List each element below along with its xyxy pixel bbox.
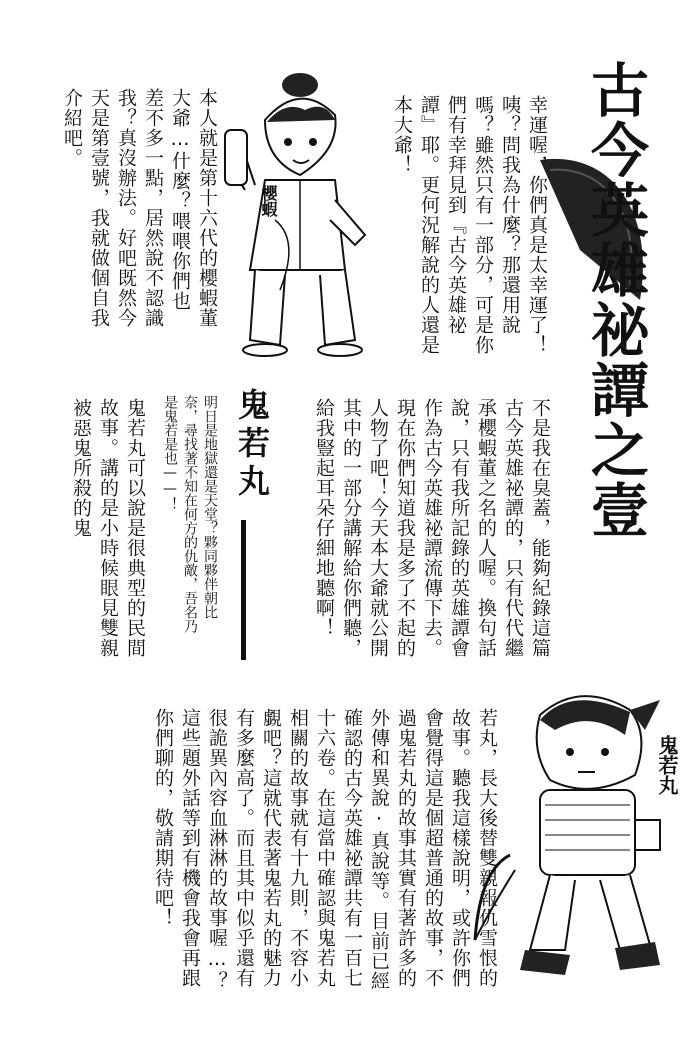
sakuraebi-character-illustration xyxy=(205,60,390,360)
bottom-text-block: 若丸，長大後替雙親報仇雪恨的故事。聽我這樣說明，或許你們會覺得這是個超普通的故事，不過鬼若丸的故事其實有著許多的外傳和異說‧真說等。目前已經確認的古今英雄祕譚共有一百七十六卷。在這當中確認與鬼若丸相關的故事就有十九則，不容小覷吧？這就代表著鬼若丸的魅力有多麼高了。而且其中似乎還有很詭異內容血淋淋的故事喔…？這些題外話等到有機會我會再跟你們聊的，敬請期待吧！ xyxy=(152,708,498,991)
section-title-onikamaru: 鬼若丸 xyxy=(233,388,271,502)
sakuraebi-label: 櫻蝦 xyxy=(259,185,278,217)
intro-text-right: 幸運喔，你們真是太幸運了！咦？問我為什麼？那還用說嗎？雖然只有一部分，可是你們有幸拜見到『古今英雄祕譚』耶。更何況解說的人還是本大爺！ xyxy=(391,95,548,355)
middle-text-block: 不是我在臭蓋，能夠紀錄這篇古今英雄祕譚的，只有代代繼承櫻蝦董之名的人喔。換句話說，只有我所記錄的英雄譚會作為古今英雄祕譚流傳下去。現在你們知道我是多了不起的人物了吧！今天本大爺就公開其中的一部分講解給你們聽，給我豎起耳朵仔細地聽啊！ xyxy=(313,398,551,658)
section-text-left: 鬼若丸可以說是很典型的民間故事。講的是小時候眼見雙親被惡鬼所殺的鬼 xyxy=(70,398,146,658)
intro-text-left: 本人就是第十六代的櫻蝦董大爺…什麼？喂喂你們也差不多一點，居然說不認識我？真沒辦法。好吧既然今天是第壹號，我就做個自我介紹吧。 xyxy=(61,88,218,328)
section-divider xyxy=(241,520,246,660)
onikamaru-quote: 明日是地獄還是天堂？夥同夥伴朝比奈，尋找著不知在何方的仇敵，吾名乃是鬼若是也——！ xyxy=(162,395,218,633)
onikamaru-character-illustration xyxy=(470,680,695,990)
page-title: 古今英雄祕譚之壹 xyxy=(581,60,649,540)
onikamaru-label: 鬼若丸 xyxy=(655,735,679,795)
